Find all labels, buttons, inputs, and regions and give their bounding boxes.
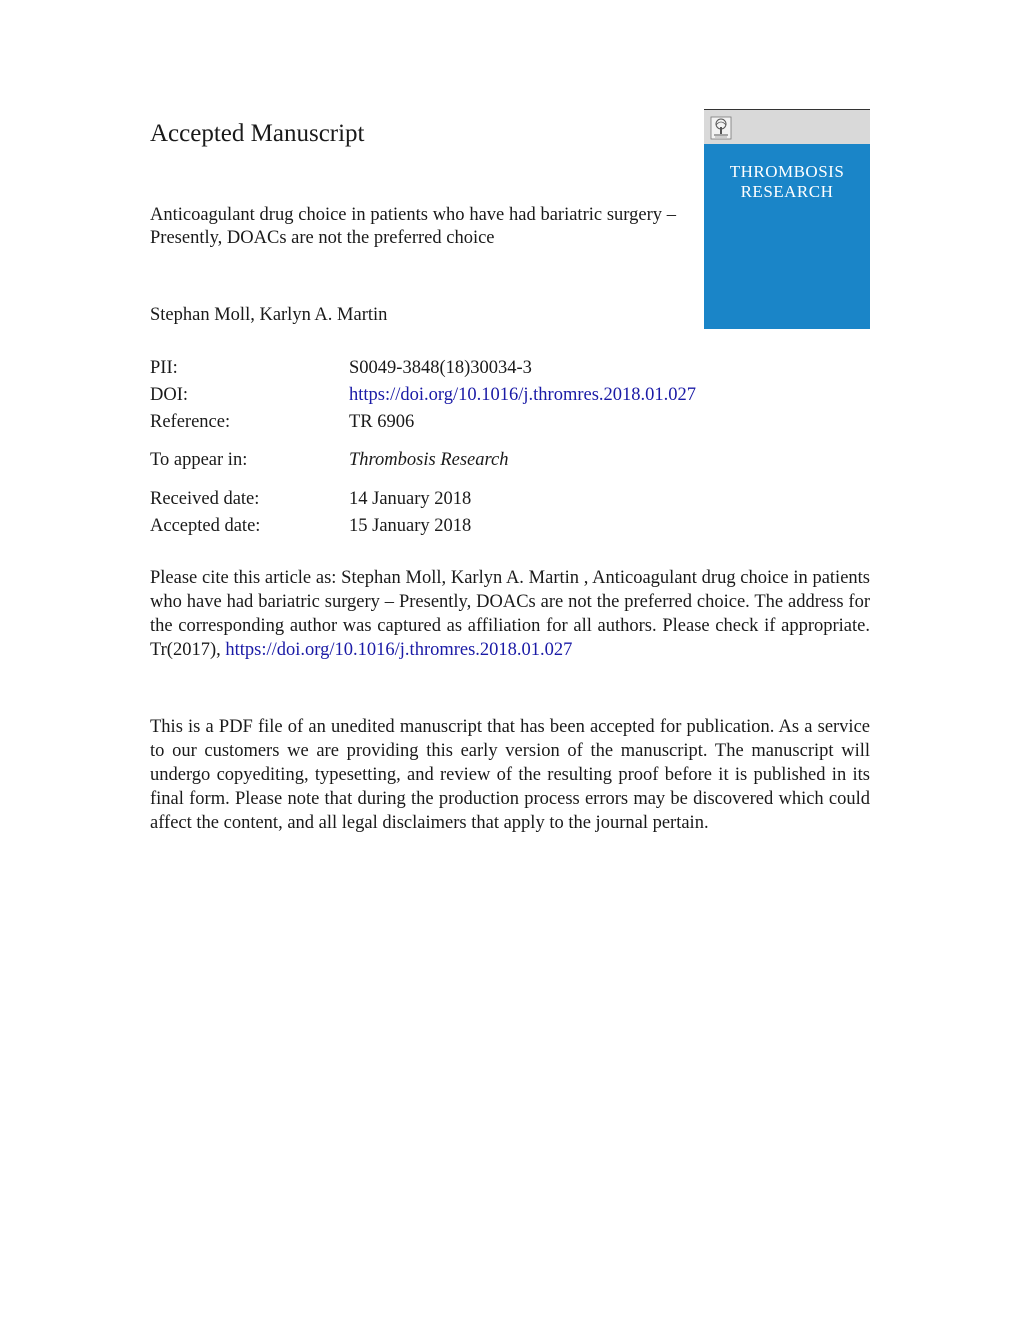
journal-cover [704, 109, 870, 329]
elsevier-tree-icon [710, 116, 732, 140]
citation-text: Please cite this article as: Stephan Moll, Karlyn A. Martin , Anticoagulant drug choice in patients who have had bariatric surgery – Presently, DOACs are not the preferred choice. The address for the corresponding author was captured as affiliation for all authors. Please check if appropriate. Tr(2017), [150, 568, 870, 660]
appear-row [150, 447, 870, 474]
page-heading: Accepted Manuscript [150, 120, 365, 147]
received-value: 14 January 2018 [349, 489, 472, 509]
disclaimer-paragraph: This is a PDF file of an unedited manuscript that has been accepted for publication. As a service to our customers we are providing this early version of the manuscript. The manuscript will undergo copyediting, typesetting, and review of the resulting proof before it is published in its final form. Please note that during the production process errors may be discovered which could affect the content, and all legal disclaimers that apply to the journal pertain. [150, 717, 870, 833]
doi-row [150, 382, 870, 409]
identifier-block [150, 355, 870, 436]
cover-title-line-1: THROMBOSIS [729, 162, 845, 181]
accepted-row [150, 513, 870, 540]
appear-block [150, 447, 870, 474]
author-list: Stephan Moll, Karlyn A. Martin [150, 305, 388, 325]
pii-label: PII: [150, 358, 178, 378]
appear-value: Thrombosis Research [349, 450, 509, 470]
pii-row [150, 355, 870, 382]
dates-block [150, 486, 870, 540]
doi-link[interactable]: https://doi.org/10.1016/j.thromres.2018.01.027 [349, 385, 697, 405]
pii-value: S0049-3848(18)30034-3 [349, 358, 532, 378]
received-row [150, 486, 870, 513]
reference-label: Reference: [150, 412, 231, 432]
received-label: Received date: [150, 489, 260, 509]
cover-blue-panel [704, 144, 870, 329]
doi-label: DOI: [150, 385, 189, 405]
reference-value: TR 6906 [349, 412, 415, 432]
accepted-value: 15 January 2018 [349, 516, 472, 536]
appear-label: To appear in: [150, 450, 248, 470]
article-title: Anticoagulant drug choice in patients who have had bariatric surgery – Presently, DOACs are not the preferred choice [150, 205, 676, 248]
citation-doi-link[interactable]: https://doi.org/10.1016/j.thromres.2018.01.027 [225, 640, 573, 660]
cover-title-line-2: RESEARCH [740, 182, 834, 201]
accepted-label: Accepted date: [150, 516, 261, 536]
reference-row [150, 409, 870, 436]
citation-paragraph [150, 566, 870, 662]
cover-journal-title [704, 162, 870, 202]
cover-header-band [704, 110, 870, 144]
